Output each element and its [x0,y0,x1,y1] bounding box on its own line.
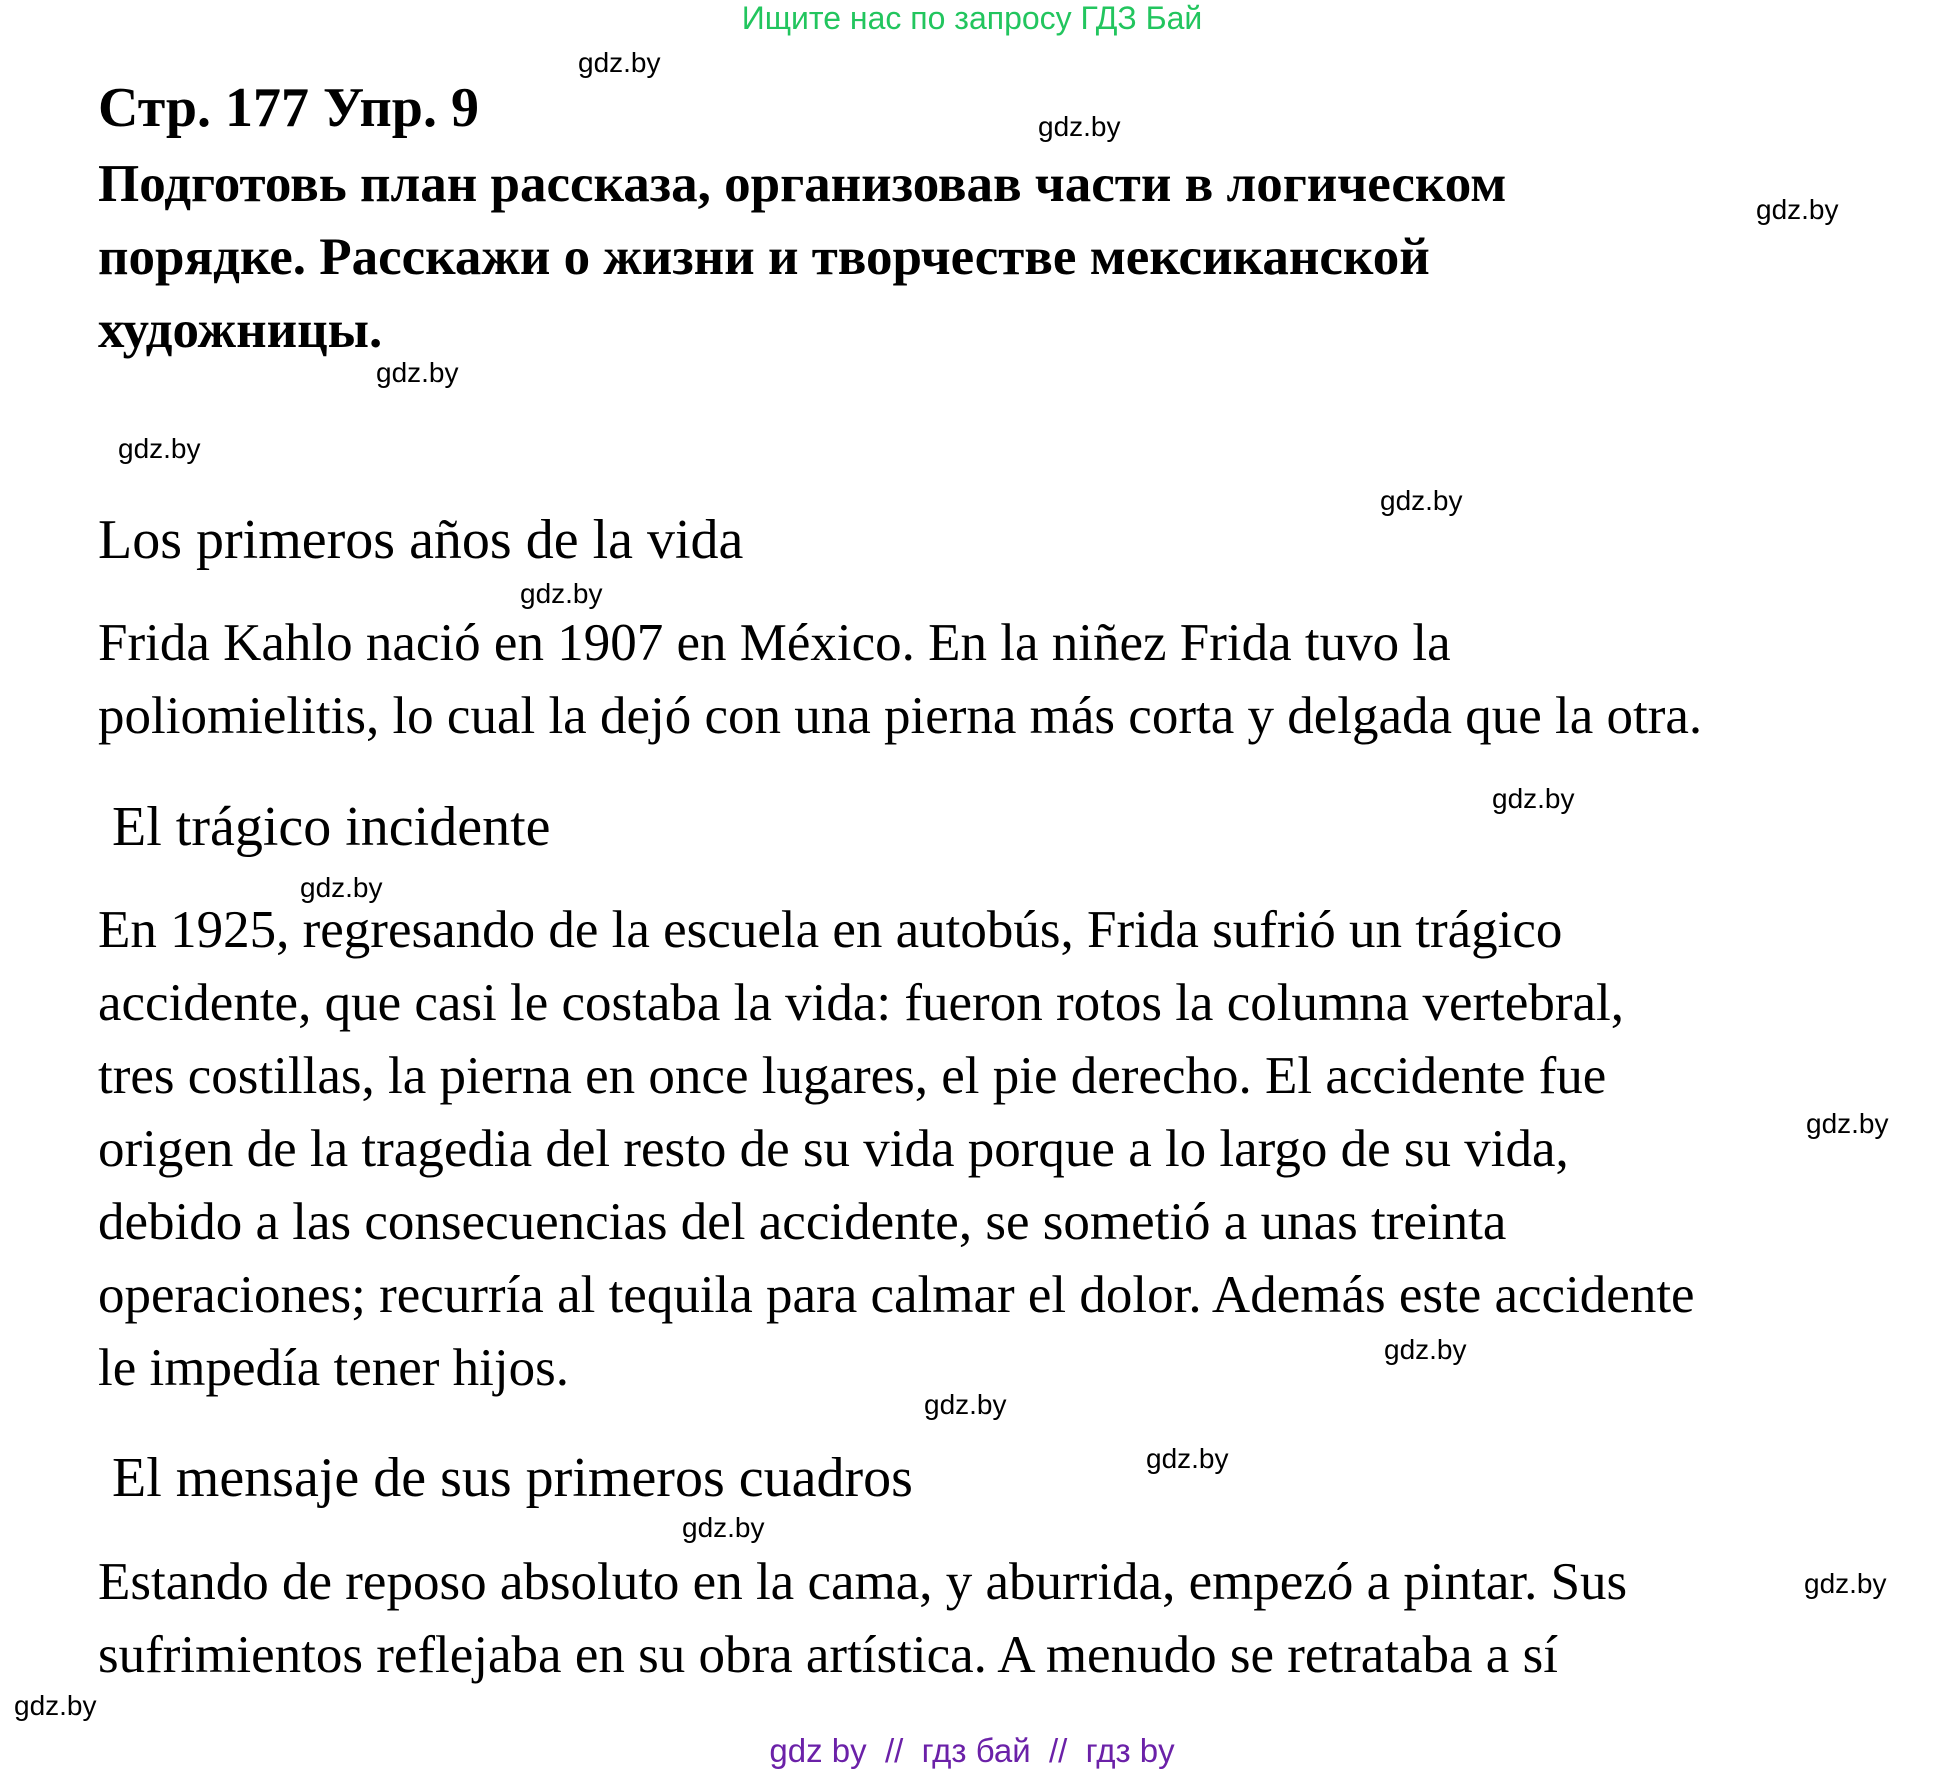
watermark: gdz.by [376,357,459,388]
watermark: gdz.by [682,1512,765,1543]
paragraph-line: sufrimientos reflejaba en su obra artística. A menudo se retrataba a sí [98,1626,1558,1684]
watermark: gdz.by [1384,1334,1467,1365]
section-heading-1: Los primeros años de la vida [98,509,744,571]
section-heading-2: El trágico incidente [112,796,551,858]
watermark: gdz.by [14,1690,97,1721]
watermark: gdz.by [1804,1568,1887,1599]
paragraph-line: le impedía tener hijos. [98,1339,569,1397]
paragraph-line: En 1925, regresando de la escuela en autobús, Frida sufrió un trágico [98,901,1563,959]
paragraph-line: accidente, que casi le costaba la vida: fueron rotos la columna vertebral, [98,974,1625,1032]
watermark: gdz.by [1038,111,1121,142]
watermark: gdz.by [578,47,661,78]
page-title: Стр. 177 Упр. 9 [98,77,479,139]
section-paragraph-3 [98,1546,1627,1692]
watermark: gdz.by [118,433,201,464]
top-banner: Ищите нас по запросу ГДЗ Бай [741,0,1203,36]
paragraph-line: origen de la tragedia del resto de su vida porque a lo largo de su vida, [98,1120,1569,1178]
paragraph-line: Frida Kahlo nació en 1907 en México. En la niñez Frida tuvo la [98,614,1451,672]
section-heading-3: El mensaje de sus primeros cuadros [112,1447,913,1509]
watermark: gdz.by [300,872,383,903]
watermark: gdz.by [924,1389,1007,1420]
watermark: gdz.by [1492,783,1575,814]
watermark: gdz.by [1146,1443,1229,1474]
section-paragraph-2 [98,894,1695,1405]
section-paragraph-1 [98,607,1702,753]
task-line: художницы. [98,301,383,359]
paragraph-line: tres costillas, la pierna en once lugares, el pie derecho. El accidente fue [98,1047,1607,1105]
task-text [98,148,1738,367]
task-line: порядке. Расскажи о жизни и творчестве мексиканской [98,228,1430,286]
watermark: gdz.by [520,578,603,609]
watermark: gdz.by [1806,1108,1889,1139]
watermark: gdz.by [1756,194,1839,225]
paragraph-line: debido a las consecuencias del accidente, se sometió a unas treinta [98,1193,1507,1251]
paragraph-line: poliomielitis, lo cual la dejó con una pierna más corta y delgada que la otra. [98,687,1703,745]
watermark: gdz.by [1380,485,1463,516]
footer-links: gdz by // гдз бай // гдз by [769,1732,1175,1769]
task-line: Подготовь план рассказа, организовав части в логическом [98,155,1507,213]
paragraph-line: Estando de reposo absoluto en la cama, y aburrida, empezó a pintar. Sus [98,1553,1628,1611]
paragraph-line: operaciones; recurría al tequila para calmar el dolor. Además este accidente [98,1266,1695,1324]
